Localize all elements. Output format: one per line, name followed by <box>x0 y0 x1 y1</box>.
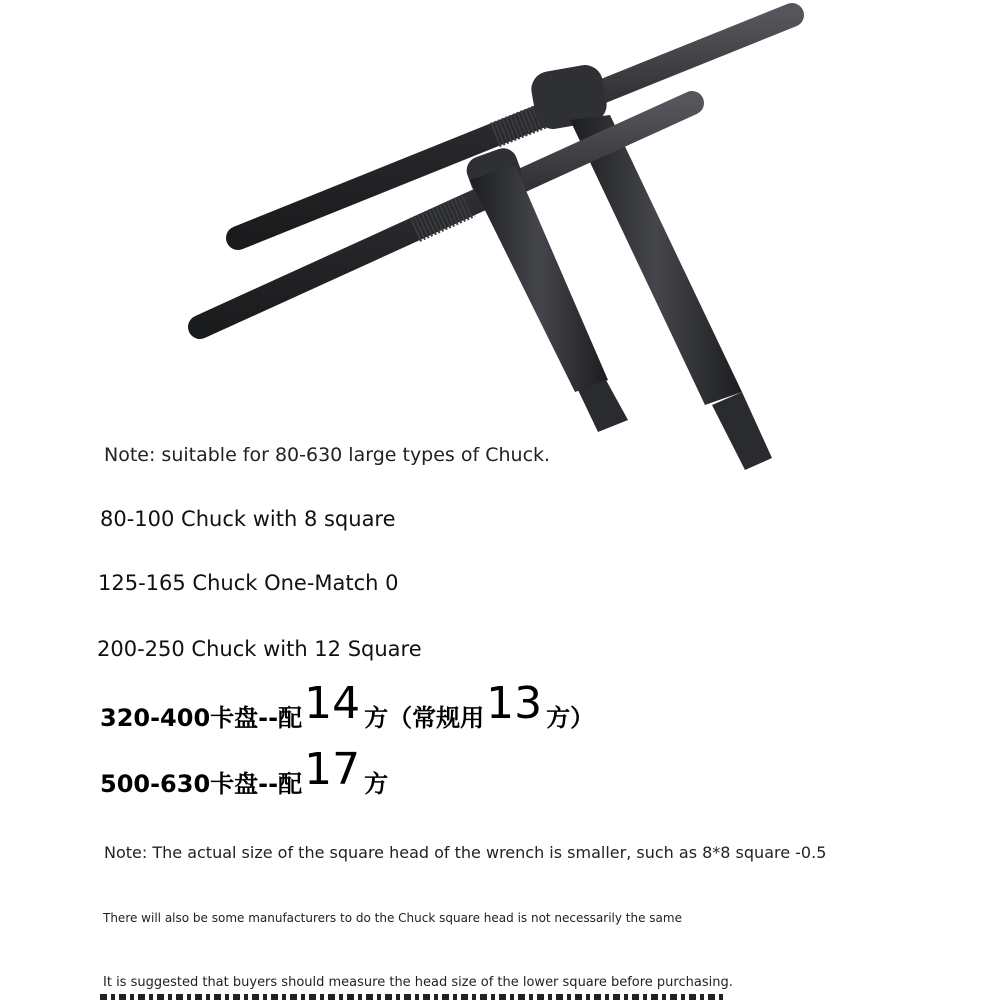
purchase-suggestion-note: It is suggested that buyers should measure the head size of the lower square before purchasing. <box>103 975 733 990</box>
spec-line-125-165: 125-165 Chuck One-Match 0 <box>98 571 399 595</box>
spec-suffix: 方 <box>364 770 389 798</box>
square-size-regular: 13 <box>486 678 543 729</box>
spec-line-320-400 <box>100 678 595 737</box>
spec-line-500-630 <box>100 744 389 803</box>
spec-prefix: 500-630卡盘--配 <box>100 770 303 798</box>
spec-prefix: 320-400卡盘--配 <box>100 704 303 732</box>
cropped-text-strip <box>100 994 725 1000</box>
manufacturer-note: There will also be some manufacturers to do the Chuck square head is not necessarily the same <box>103 911 682 925</box>
product-photo <box>0 0 1000 480</box>
spec-suffix: 方） <box>546 704 595 732</box>
spec-mid: 方（常规用 <box>364 704 485 732</box>
spec-line-200-250: 200-250 Chuck with 12 Square <box>97 637 422 661</box>
suitability-note: Note: suitable for 80-630 large types of Chuck. <box>104 444 551 466</box>
spec-line-80-100: 80-100 Chuck with 8 square <box>100 507 396 531</box>
actual-size-note: Note: The actual size of the square head of the wrench is smaller, such as 8*8 square -0.5 <box>104 843 827 862</box>
square-size-primary: 17 <box>304 744 361 795</box>
chuck-wrench-illustration <box>0 0 1000 480</box>
square-size-primary: 14 <box>304 678 361 729</box>
